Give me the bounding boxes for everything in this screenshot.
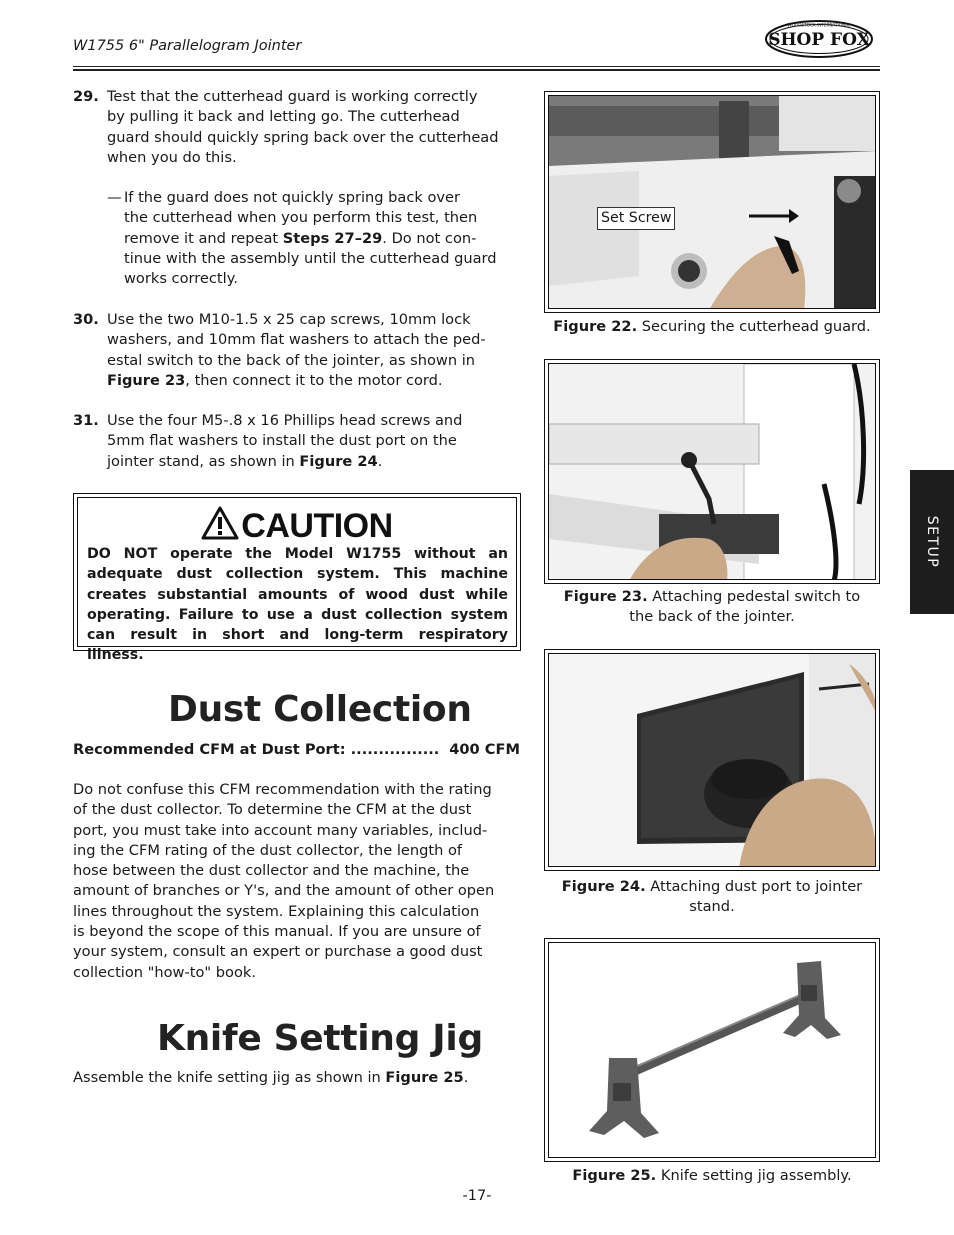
- step-line: washers, and 10mm flat washers to attach the ped-: [107, 331, 486, 349]
- figure-24-caption: Figure 24. Attaching dust port to jointer stand.: [561, 878, 863, 916]
- section-tab-setup: [910, 470, 954, 614]
- steps-reference: Steps 27–29: [282, 229, 383, 247]
- header-rule: [73, 66, 880, 67]
- section-tab-label: SETUP: [924, 515, 940, 569]
- figure-label: Figure 22.: [553, 318, 638, 335]
- header-rule-thick: [73, 69, 880, 71]
- step-number: 29.: [73, 88, 99, 105]
- figure-24-photo: [544, 649, 880, 871]
- note-dash: —: [107, 189, 122, 206]
- svg-text:SHOP FOX: SHOP FOX: [768, 30, 870, 50]
- figure-23-caption: Figure 23. Attaching pedestal switch to the back of the jointer.: [563, 588, 861, 626]
- note-line: tinue with the assembly until the cutterhead guard: [124, 249, 497, 267]
- figure-reference: Figure 25: [385, 1069, 464, 1086]
- note-line: works correctly.: [124, 270, 238, 288]
- step-line: 5mm flat washers to install the dust port on the: [107, 432, 457, 450]
- step-30: [73, 310, 525, 391]
- shop-fox-logo: [764, 19, 874, 59]
- figure-22-photo: [544, 91, 880, 313]
- figure-23-photo: [544, 359, 880, 584]
- figure-25-photo: [544, 938, 880, 1162]
- page-number: -17-: [462, 1188, 492, 1204]
- figure-25-caption: Figure 25. Knife setting jig assembly.: [572, 1167, 852, 1184]
- caution-text: DO NOT operate the Model W1755 without an adequate dust collection system. This machine creates substantial amounts of wood dust while operating. Failure to use a dust collection system can result in short and long-term respiratory illness.: [87, 546, 508, 664]
- step-line: Use the four M5-.8 x 16 Phillips head screws and: [107, 412, 463, 429]
- jig-instructions: Assemble the knife setting jig as shown in Figure 25.: [73, 1069, 469, 1086]
- note-line: the cutterhead when you perform this test, then: [124, 209, 478, 227]
- set-screw-callout: Set Screw: [597, 207, 675, 230]
- step-line: estal switch to the back of the jointer, as shown in: [107, 351, 476, 369]
- step-29-note: [107, 188, 525, 289]
- dust-collection-heading: Dust Collection: [168, 689, 472, 730]
- knife-jig-heading: Knife Setting Jig: [157, 1018, 483, 1059]
- warning-triangle-icon: [201, 506, 239, 540]
- step-line: when you do this.: [107, 148, 237, 166]
- figure-label: Figure 23.: [563, 588, 648, 605]
- cfm-label: Recommended CFM at Dust Port: ................: [73, 741, 440, 758]
- note-line: If the guard does not quickly spring back over: [124, 189, 461, 206]
- step-line: Figure 23, then connect it to the motor cord.: [107, 371, 443, 389]
- caution-heading: CAUTION: [78, 506, 516, 546]
- note-line: remove it and repeat Steps 27–29. Do not con-: [124, 229, 477, 247]
- caution-box: [73, 493, 521, 664]
- dust-paragraph: Do not confuse this CFM recommendation with the rating of the dust collector. To determine the CFM at the dust port, you must take into account many variables, includ- ing the CFM rating of the dust collector, the length of hose between the dust collector and the machine, the amount of branches or Y's, and the amount of other open lines throughout the system. Explaining this calculation is beyond the scope of this manual. If you are unsure of your system, consult an expert or purchase a good dust collection "how-to" book.: [73, 781, 495, 981]
- figure-reference: Figure 24: [299, 452, 378, 470]
- step-number: 30.: [73, 311, 99, 328]
- figure-reference: Figure 23: [107, 371, 186, 389]
- cfm-value: 400 CFM: [449, 741, 520, 758]
- figure-label: Figure 25.: [572, 1167, 657, 1184]
- step-29: [73, 87, 525, 168]
- step-line: Use the two M10-1.5 x 25 cap screws, 10mm lock: [107, 311, 471, 328]
- manual-title: W1755 6" Parallelogram Jointer: [73, 38, 302, 54]
- step-line: guard should quickly spring back over the cutterhead: [107, 128, 499, 146]
- step-line: by pulling it back and letting go. The cutterhead: [107, 108, 460, 126]
- cfm-recommendation: [73, 741, 520, 758]
- figure-label: Figure 24.: [561, 878, 646, 895]
- step-number: 31.: [73, 412, 99, 429]
- step-31: [73, 411, 525, 472]
- step-line: Test that the cutterhead guard is working correctly: [107, 88, 478, 105]
- svg-text:WOODSTOCK INTERNATIONAL: WOODSTOCK INTERNATIONAL: [787, 22, 851, 28]
- step-line: jointer stand, as shown in Figure 24.: [107, 452, 383, 470]
- figure-22-caption: Figure 22. Securing the cutterhead guard.: [553, 318, 871, 335]
